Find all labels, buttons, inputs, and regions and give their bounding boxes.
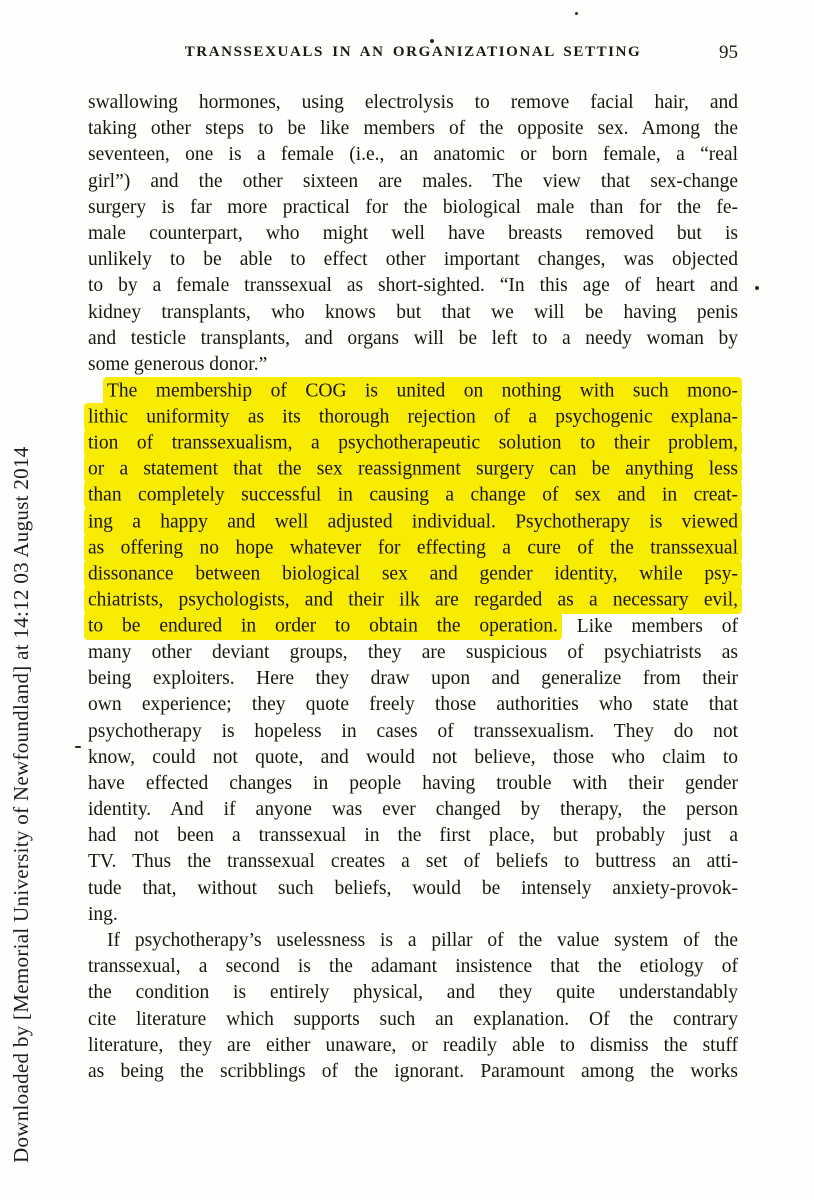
line-text: surgery is far more practical for the biological male than for the fe- (88, 196, 738, 218)
line-text: the condition is entirely physical, and they quite understandably (88, 982, 738, 1004)
line-text: transsexual, a second is the adamant insistence that the etiology of (88, 956, 738, 978)
line-text: seventeen, one is a female (i.e., an anatomic or born female, a “real (88, 144, 738, 166)
text-line (88, 142, 738, 168)
text-line (88, 326, 738, 352)
highlighted-text: as offering no hope whatever for effecting a cure of the transsexual (84, 534, 742, 562)
scan-speck (75, 746, 81, 748)
text-line (88, 876, 738, 902)
text-line (88, 1059, 738, 1085)
highlighted-text: tion of transsexualism, a psychotherapeutic solution to their problem, (84, 429, 742, 457)
text-line (88, 116, 738, 142)
highlighted-text: or a statement that the sex reassignment surgery can be anything less (84, 455, 742, 483)
text-line (88, 692, 738, 718)
text-line (88, 404, 738, 430)
download-watermark: Downloaded by [Memorial University of Newfoundland] at 14:12 03 August 2014 (9, 446, 33, 1163)
text-line (88, 771, 738, 797)
text-line (88, 902, 738, 928)
line-text: girl”) and the other sixteen are males. The view that sex-change (88, 170, 738, 192)
text-line (88, 378, 738, 404)
line-text: to by a female transsexual as short-sighted. “In this age of heart and (88, 275, 738, 297)
text-line (88, 457, 738, 483)
text-line (88, 300, 738, 326)
line-text: and testicle transplants, and organs will be left to a needy woman by (88, 327, 738, 349)
line-text: as being the scribblings of the ignorant. Paramount among the works (88, 1060, 738, 1082)
line-text: Like members of (557, 615, 738, 637)
text-line (88, 797, 738, 823)
text-line (88, 745, 738, 771)
text-line (88, 980, 738, 1006)
line-text: being exploiters. Here they draw upon and generalize from their (88, 668, 738, 690)
line-text: swallowing hormones, using electrolysis to remove facial hair, and (88, 92, 738, 113)
line-text: many other deviant groups, they are suspicious of psychiatrists as (88, 641, 738, 663)
highlighted-text: ing a happy and well adjusted individual. Psychotherapy is viewed (84, 508, 742, 536)
text-line (88, 169, 738, 195)
text-line (88, 614, 738, 640)
text-line (88, 928, 738, 954)
body-text (88, 90, 738, 1085)
line-text: identity. And if anyone was ever changed by therapy, the person (88, 799, 738, 821)
text-line (88, 195, 738, 221)
text-line (88, 1007, 738, 1033)
text-line (88, 1033, 738, 1059)
running-title: TRANSSEXUALS IN AN ORGANIZATIONAL SETTING (184, 44, 642, 60)
highlighted-text: than completely successful in causing a change of sex and in creat- (84, 481, 742, 509)
line-text: unlikely to be able to effect other important changes, was objected (88, 249, 738, 271)
line-text: literature, they are either unaware, or readily able to dismiss the stuff (88, 1034, 738, 1056)
line-text: TV. Thus the transsexual creates a set of beliefs to buttress an atti- (88, 851, 738, 873)
line-text: had not been a transsexual in the first place, but probably just a (88, 825, 738, 847)
text-line (88, 273, 738, 299)
highlighted-text: chiatrists, psychologists, and their ilk are regarded as a necessary evil, (84, 586, 742, 614)
highlighted-text: lithic uniformity as its thorough rejection of a psychogenic explana- (84, 403, 742, 431)
line-text: tude that, without such beliefs, would be intensely anxiety-provok- (88, 877, 738, 899)
text-line (88, 430, 738, 456)
text-line (88, 719, 738, 745)
line-text: some generous donor.” (88, 353, 268, 375)
line-text: own experience; they quote freely those authorities who state that (88, 694, 738, 716)
text-line (88, 588, 738, 614)
text-line (88, 221, 738, 247)
line-text: know, could not quote, and would not believe, those who claim to (88, 746, 738, 768)
line-text: kidney transplants, who knows but that we will be having penis (88, 301, 738, 323)
line-text: male counterpart, who might well have breasts removed but is (88, 222, 738, 244)
text-line (88, 352, 738, 378)
text-line (88, 535, 738, 561)
page-number: 95 (719, 42, 738, 63)
text-line (88, 640, 738, 666)
text-line (88, 954, 738, 980)
text-line (88, 483, 738, 509)
highlighted-text: dissonance between biological sex and gender identity, while psy- (84, 560, 742, 588)
highlighted-text: to be endured in order to obtain the operation. (84, 612, 562, 640)
line-text: psychotherapy is hopeless in cases of transsexualism. They do not (88, 720, 738, 742)
line-text: taking other steps to be like members of the opposite sex. Among the (88, 118, 738, 140)
page-header (88, 44, 738, 66)
text-line (88, 90, 738, 116)
line-text: cite literature which supports such an explanation. Of the contrary (88, 1008, 738, 1030)
scan-speck (575, 12, 578, 15)
text-line (88, 509, 738, 535)
text-line (88, 823, 738, 849)
highlighted-text: The membership of COG is united on nothing with such mono- (103, 377, 742, 405)
line-text: ing. (88, 903, 118, 925)
scan-speck (430, 39, 434, 43)
line-text: If psychotherapy’s uselessness is a pillar of the value system of the (107, 930, 738, 951)
text-line (88, 561, 738, 587)
scan-speck (755, 286, 759, 290)
text-line (88, 247, 738, 273)
text-line (88, 849, 738, 875)
text-line (88, 666, 738, 692)
line-text: have effected changes in people having trouble with their gender (88, 772, 738, 794)
